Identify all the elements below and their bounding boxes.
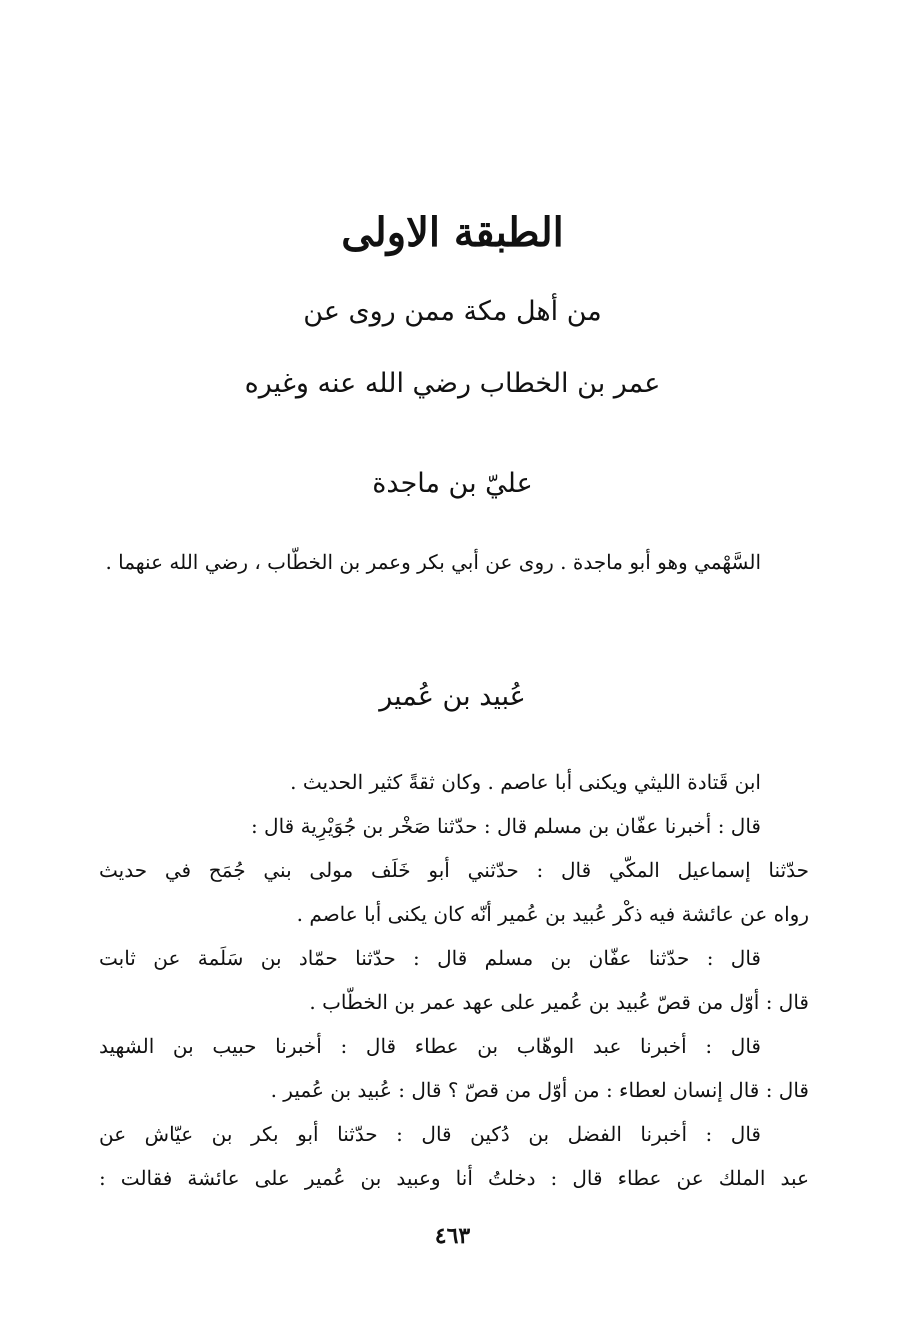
section-heading-ali-ibn-majida: عليّ بن ماجدة [372,468,533,499]
page-number: ٤٦٣ [434,1223,471,1249]
text-line: حدّثنا إسماعيل المكّي قال : حدّثني أبو خَلَف مولى بني جُمَح في حديث [99,858,809,882]
text-line: قال : حدّثنا عفّان بن مسلم قال : حدّثنا حمّاد بن سَلَمة عن ثابت [99,946,761,970]
text-line: عبد الملك عن عطاء قال : دخلتُ أنا وعبيد بن عُمير على عائشة فقالت : [99,1166,809,1190]
text-line: قال : أوّل من قصّ عُبيد بن عُمير على عهد عمر بن الخطّاب . [309,990,809,1014]
chapter-subtitle-line-2: عمر بن الخطاب رضي الله عنه وغيره [244,368,661,399]
text-line: قال : أخبرنا عبد الوهّاب بن عطاء قال : أخبرنا حبيب بن الشهيد [99,1034,761,1058]
text-line: ابن قَتادة الليثي ويكنى أبا عاصم . وكان ثقةً كثير الحديث . [290,770,761,794]
text-line: قال : أخبرنا الفضل بن دُكين قال : حدّثنا أبو بكر بن عيّاش عن [99,1122,761,1146]
section-heading-ubayd-ibn-umayr: عُبيد بن عُمير [379,681,526,712]
text-line: قال : قال إنسان لعطاء : من أوّل من قصّ ؟ قال : عُبيد بن عُمير . [270,1078,809,1102]
paragraph-text: السَّهْمي وهو أبو ماجدة . روى عن أبي بكر وعمر بن الخطّاب ، رضي الله عنهما . [105,550,761,574]
chapter-subtitle-line-1: من أهل مكة ممن روى عن [303,296,602,327]
text-line: رواه عن عائشة فيه ذكْر عُبيد بن عُمير أنّه كان يكنى أبا عاصم . [296,902,809,926]
section-paragraph-ali-ibn-majida [99,540,809,584]
text-line: قال : أخبرنا عفّان بن مسلم قال : حدّثنا صَخْر بن جُوَيْرِية قال : [250,814,761,838]
chapter-title: الطبقة الاولى [341,209,564,256]
